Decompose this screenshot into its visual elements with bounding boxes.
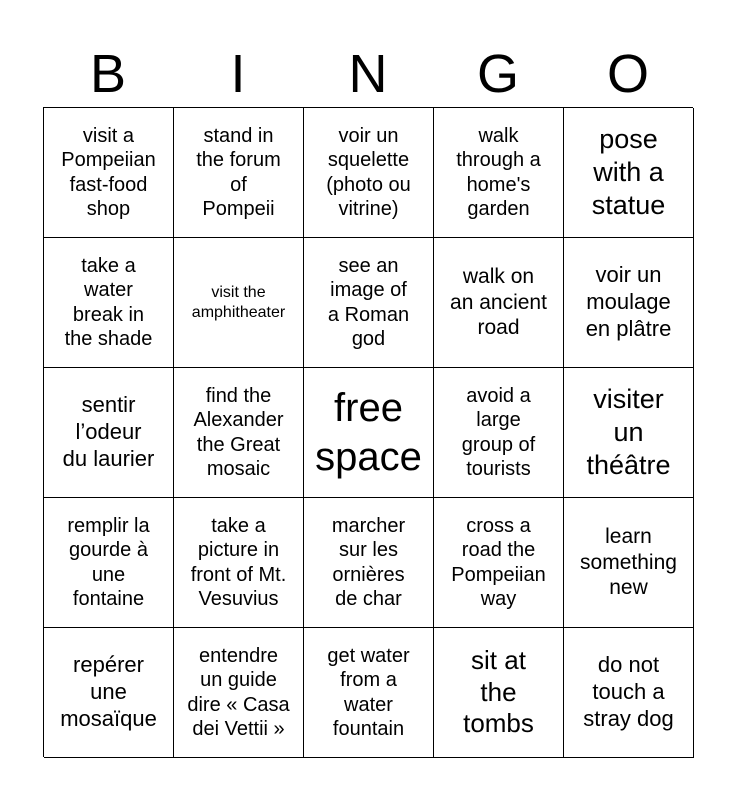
cell-text: pose with a statue <box>591 124 666 220</box>
cell-text: visit the amphitheater <box>191 283 286 321</box>
bingo-cell-r1c2[interactable] <box>174 108 304 238</box>
bingo-board <box>43 107 693 757</box>
header-letter-o: O <box>606 44 649 104</box>
bingo-cell-r4c5[interactable] <box>564 498 694 628</box>
bingo-cell-r3c1[interactable] <box>44 368 174 498</box>
cell-text: cross a road the Pompeiian way <box>451 514 546 610</box>
cell-text: get water from a water fountain <box>327 644 410 740</box>
bingo-header <box>43 40 693 108</box>
bingo-cell-r1c3[interactable] <box>304 108 434 238</box>
bingo-cell-r3c4[interactable] <box>434 368 564 498</box>
bingo-cell-r4c1[interactable] <box>44 498 174 628</box>
cell-text: avoid a large group of tourists <box>461 384 536 480</box>
cell-text: voir un squelette (photo ou vitrine) <box>326 124 411 220</box>
header-letter-b: B <box>89 44 127 104</box>
bingo-cell-r2c5[interactable] <box>564 238 694 368</box>
bingo-cell-r1c4[interactable] <box>434 108 564 238</box>
cell-text: take a picture in front of Mt. Vesuvius <box>190 514 287 610</box>
cell-text: find the Alexander the Great mosaic <box>193 384 284 480</box>
bingo-cell-r5c5[interactable] <box>564 628 694 758</box>
cell-text: learn something new <box>580 525 677 600</box>
bingo-cell-r1c5[interactable] <box>564 108 694 238</box>
bingo-cell-r3c5[interactable] <box>564 368 694 498</box>
bingo-cell-r5c3[interactable] <box>304 628 434 758</box>
cell-text: sentir l’odeur du laurier <box>62 392 155 471</box>
bingo-cell-r2c4[interactable] <box>434 238 564 368</box>
header-letter-g: G <box>476 44 519 104</box>
bingo-cell-r3c2[interactable] <box>174 368 304 498</box>
cell-text: walk on an ancient road <box>450 265 547 340</box>
cell-text: remplir la gourde à une fontaine <box>67 514 150 610</box>
cell-text: visiter un théâtre <box>586 384 671 480</box>
cell-text: stand in the forum of Pompeii <box>196 124 281 220</box>
cell-text: sit at the tombs <box>463 644 534 739</box>
bingo-cell-r5c2[interactable] <box>174 628 304 758</box>
cell-text: marcher sur les ornières de char <box>331 514 406 610</box>
bingo-cell-r2c3[interactable] <box>304 238 434 368</box>
cell-text: take a water break in the shade <box>64 254 153 350</box>
bingo-cell-r5c1[interactable] <box>44 628 174 758</box>
bingo-cell-r4c3[interactable] <box>304 498 434 628</box>
bingo-cell-r1c1[interactable] <box>44 108 174 238</box>
cell-text: visit a Pompeiian fast-food shop <box>61 124 156 220</box>
bingo-cell-r5c4[interactable] <box>434 628 564 758</box>
free-space-cell[interactable] <box>304 368 434 498</box>
bingo-cell-r2c1[interactable] <box>44 238 174 368</box>
header-letter-i: I <box>230 44 246 104</box>
bingo-cell-r4c4[interactable] <box>434 498 564 628</box>
cell-text: walk through a home's garden <box>456 124 541 220</box>
bingo-cell-r4c2[interactable] <box>174 498 304 628</box>
cell-text: entendre un guide dire « Casa dei Vettii » <box>187 644 290 740</box>
cell-text: see an image of a Roman god <box>327 254 410 350</box>
cell-text: repérer une mosaïque <box>60 652 157 731</box>
cell-text: voir un moulage en plâtre <box>585 262 672 341</box>
free-space-label: free space <box>315 385 422 479</box>
bingo-cell-r2c2[interactable] <box>174 238 304 368</box>
cell-text: do not touch a stray dog <box>583 652 674 731</box>
header-letter-n: N <box>348 44 388 104</box>
